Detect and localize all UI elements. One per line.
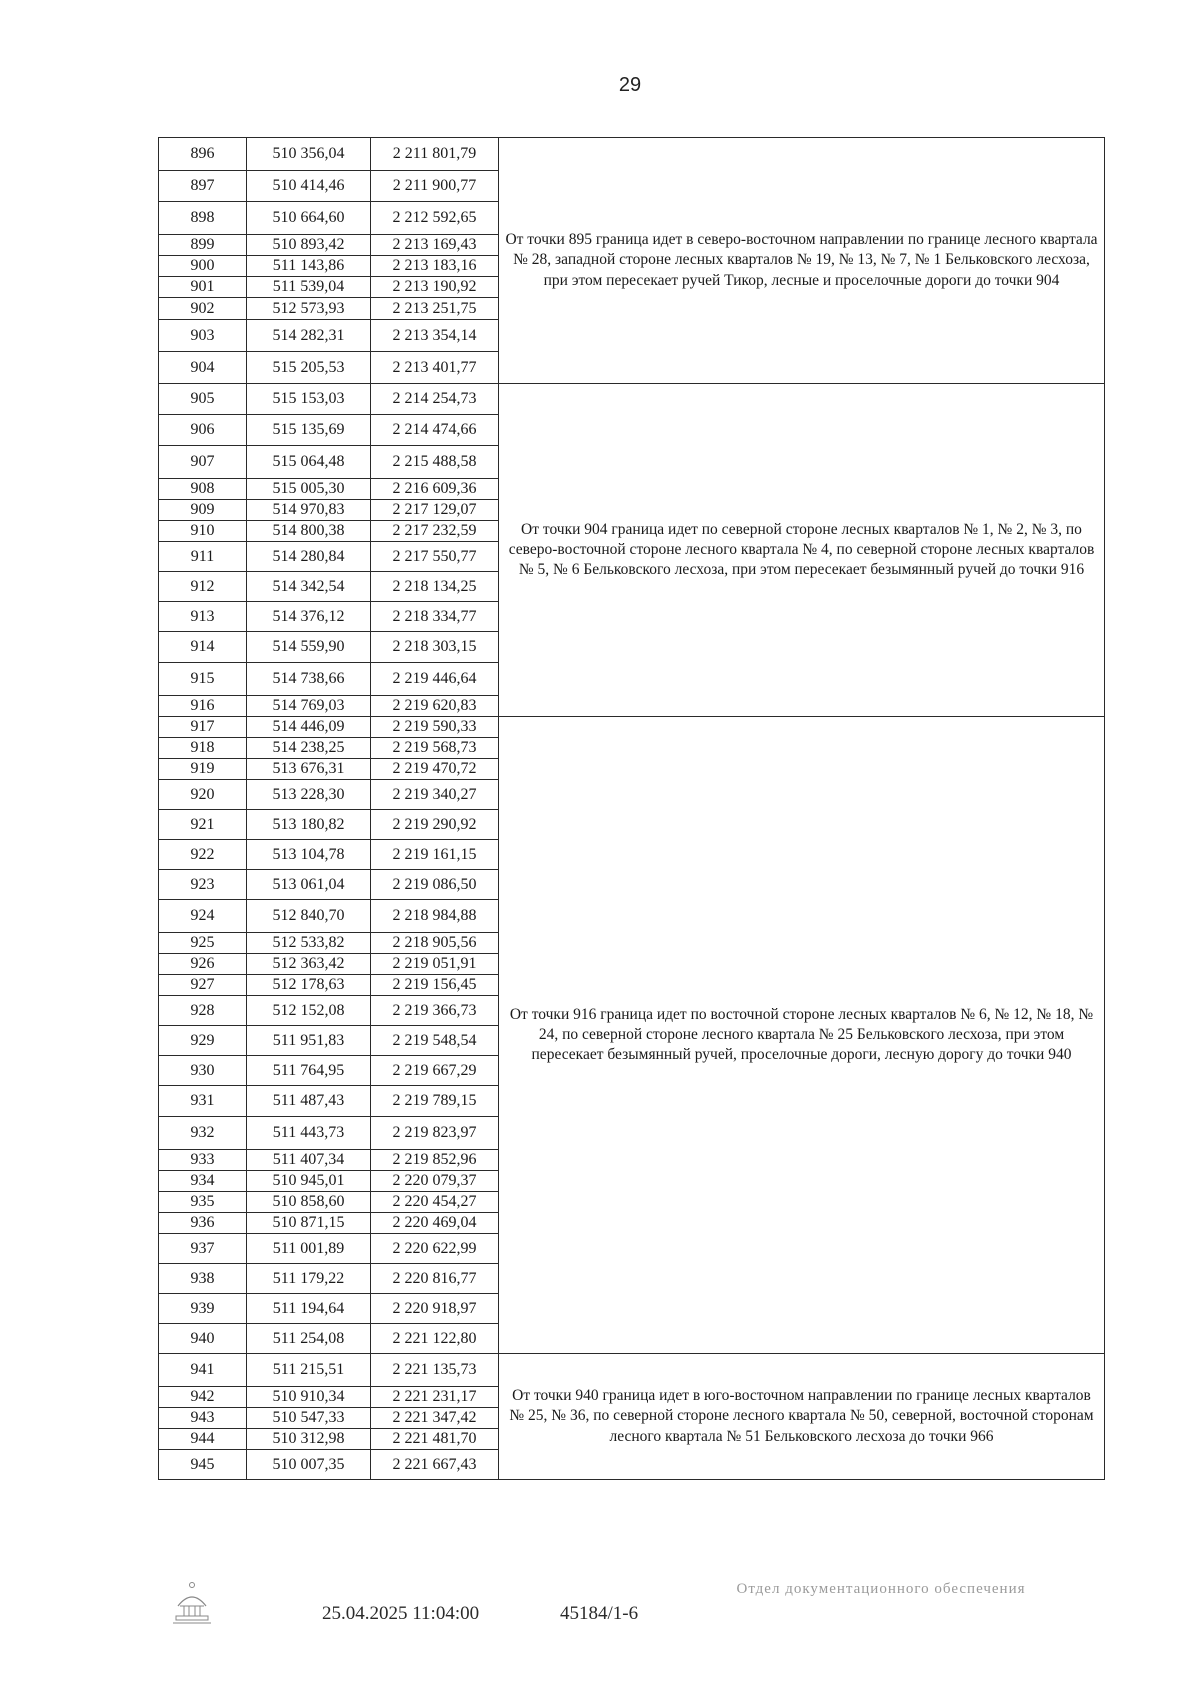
- point-number-cell: 924: [159, 900, 247, 933]
- y-coordinate-cell: 2 219 161,15: [371, 840, 499, 870]
- y-coordinate-cell: 2 219 051,91: [371, 954, 499, 975]
- y-coordinate-cell: 2 219 340,27: [371, 780, 499, 810]
- x-coordinate-cell: 510 007,35: [247, 1450, 371, 1480]
- x-coordinate-cell: 513 228,30: [247, 780, 371, 810]
- y-coordinate-cell: 2 214 254,73: [371, 384, 499, 415]
- page-number: 29: [618, 74, 642, 96]
- point-number-cell: 904: [159, 352, 247, 384]
- y-coordinate-cell: 2 216 609,36: [371, 479, 499, 500]
- x-coordinate-cell: 511 143,86: [247, 256, 371, 277]
- y-coordinate-cell: 2 221 231,17: [371, 1387, 499, 1408]
- x-coordinate-cell: 512 533,82: [247, 933, 371, 954]
- point-number-cell: 932: [159, 1117, 247, 1150]
- y-coordinate-cell: 2 212 592,65: [371, 202, 499, 235]
- x-coordinate-cell: 510 910,34: [247, 1387, 371, 1408]
- x-coordinate-cell: 515 005,30: [247, 479, 371, 500]
- point-number-cell: 928: [159, 996, 247, 1026]
- footer-doc-number: 45184/1-6: [560, 1603, 639, 1624]
- y-coordinate-cell: 2 219 470,72: [371, 759, 499, 780]
- point-number-cell: 936: [159, 1213, 247, 1234]
- x-coordinate-cell: 510 945,01: [247, 1171, 371, 1192]
- y-coordinate-cell: 2 213 183,16: [371, 256, 499, 277]
- point-number-cell: 911: [159, 542, 247, 572]
- point-number-cell: 896: [159, 138, 247, 171]
- point-number-cell: 900: [159, 256, 247, 277]
- y-coordinate-cell: 2 211 801,79: [371, 138, 499, 171]
- point-number-cell: 942: [159, 1387, 247, 1408]
- x-coordinate-cell: 512 152,08: [247, 996, 371, 1026]
- point-number-cell: 902: [159, 298, 247, 320]
- point-number-cell: 917: [159, 717, 247, 738]
- boundary-description-cell: От точки 916 граница идет по восточной стороне лесных кварталов № 6, № 12, № 18, № 24, по северной стороне лесного квартала № 25 Бельковского лесхоза, при этом пересекает безымянный ручей, проселочные дороги, лесную дорогу до точки 940: [499, 717, 1105, 1354]
- point-number-cell: 943: [159, 1408, 247, 1429]
- point-number-cell: 921: [159, 810, 247, 840]
- point-number-cell: 913: [159, 602, 247, 632]
- point-number-cell: 927: [159, 975, 247, 996]
- x-coordinate-cell: 514 970,83: [247, 500, 371, 521]
- y-coordinate-cell: 2 221 347,42: [371, 1408, 499, 1429]
- y-coordinate-cell: 2 220 816,77: [371, 1264, 499, 1294]
- x-coordinate-cell: 514 559,90: [247, 632, 371, 663]
- y-coordinate-cell: 2 218 134,25: [371, 572, 499, 602]
- point-number-cell: 918: [159, 738, 247, 759]
- y-coordinate-cell: 2 217 550,77: [371, 542, 499, 572]
- point-number-cell: 926: [159, 954, 247, 975]
- y-coordinate-cell: 2 219 446,64: [371, 663, 499, 696]
- x-coordinate-cell: 510 312,98: [247, 1429, 371, 1450]
- x-coordinate-cell: 512 178,63: [247, 975, 371, 996]
- y-coordinate-cell: 2 219 156,45: [371, 975, 499, 996]
- x-coordinate-cell: 511 443,73: [247, 1117, 371, 1150]
- point-number-cell: 915: [159, 663, 247, 696]
- y-coordinate-cell: 2 218 334,77: [371, 602, 499, 632]
- table-row: [159, 717, 1105, 738]
- y-coordinate-cell: 2 217 129,07: [371, 500, 499, 521]
- x-coordinate-cell: 511 951,83: [247, 1026, 371, 1056]
- point-number-cell: 922: [159, 840, 247, 870]
- point-number-cell: 910: [159, 521, 247, 542]
- y-coordinate-cell: 2 219 366,73: [371, 996, 499, 1026]
- table-row: [159, 1354, 1105, 1387]
- x-coordinate-cell: 510 858,60: [247, 1192, 371, 1213]
- y-coordinate-cell: 2 219 789,15: [371, 1086, 499, 1117]
- y-coordinate-cell: 2 218 303,15: [371, 632, 499, 663]
- point-number-cell: 905: [159, 384, 247, 415]
- y-coordinate-cell: 2 221 135,73: [371, 1354, 499, 1387]
- point-number-cell: 939: [159, 1294, 247, 1324]
- point-number-cell: 935: [159, 1192, 247, 1213]
- y-coordinate-cell: 2 217 232,59: [371, 521, 499, 542]
- x-coordinate-cell: 511 194,64: [247, 1294, 371, 1324]
- x-coordinate-cell: 515 153,03: [247, 384, 371, 415]
- point-number-cell: 914: [159, 632, 247, 663]
- y-coordinate-cell: 2 219 620,83: [371, 696, 499, 717]
- emblem-icon: [168, 1580, 216, 1626]
- y-coordinate-cell: 2 213 169,43: [371, 235, 499, 256]
- point-number-cell: 934: [159, 1171, 247, 1192]
- x-coordinate-cell: 512 363,42: [247, 954, 371, 975]
- point-number-cell: 937: [159, 1234, 247, 1264]
- x-coordinate-cell: 514 738,66: [247, 663, 371, 696]
- point-number-cell: 909: [159, 500, 247, 521]
- x-coordinate-cell: 510 871,15: [247, 1213, 371, 1234]
- x-coordinate-cell: 515 205,53: [247, 352, 371, 384]
- y-coordinate-cell: 2 218 984,88: [371, 900, 499, 933]
- x-coordinate-cell: 515 135,69: [247, 415, 371, 446]
- point-number-cell: 901: [159, 277, 247, 298]
- x-coordinate-cell: 514 238,25: [247, 738, 371, 759]
- point-number-cell: 941: [159, 1354, 247, 1387]
- x-coordinate-cell: 511 179,22: [247, 1264, 371, 1294]
- footer-department: Отдел документационного обеспечения: [736, 1581, 1026, 1597]
- x-coordinate-cell: 513 104,78: [247, 840, 371, 870]
- y-coordinate-cell: 2 218 905,56: [371, 933, 499, 954]
- y-coordinate-cell: 2 219 590,33: [371, 717, 499, 738]
- x-coordinate-cell: 510 893,42: [247, 235, 371, 256]
- point-number-cell: 907: [159, 446, 247, 479]
- point-number-cell: 898: [159, 202, 247, 235]
- y-coordinate-cell: 2 220 079,37: [371, 1171, 499, 1192]
- point-number-cell: 931: [159, 1086, 247, 1117]
- footer-date: 25.04.2025 11:04:00: [322, 1603, 480, 1624]
- y-coordinate-cell: 2 213 251,75: [371, 298, 499, 320]
- point-number-cell: 919: [159, 759, 247, 780]
- x-coordinate-cell: 512 573,93: [247, 298, 371, 320]
- x-coordinate-cell: 514 376,12: [247, 602, 371, 632]
- y-coordinate-cell: 2 219 568,73: [371, 738, 499, 759]
- y-coordinate-cell: 2 221 481,70: [371, 1429, 499, 1450]
- point-number-cell: 908: [159, 479, 247, 500]
- y-coordinate-cell: 2 219 823,97: [371, 1117, 499, 1150]
- x-coordinate-cell: 511 487,43: [247, 1086, 371, 1117]
- point-number-cell: 920: [159, 780, 247, 810]
- point-number-cell: 906: [159, 415, 247, 446]
- coordinates-table: [158, 137, 1105, 1480]
- x-coordinate-cell: 513 061,04: [247, 870, 371, 900]
- point-number-cell: 944: [159, 1429, 247, 1450]
- x-coordinate-cell: 514 342,54: [247, 572, 371, 602]
- y-coordinate-cell: 2 219 086,50: [371, 870, 499, 900]
- point-number-cell: 929: [159, 1026, 247, 1056]
- x-coordinate-cell: 513 676,31: [247, 759, 371, 780]
- x-coordinate-cell: 510 547,33: [247, 1408, 371, 1429]
- y-coordinate-cell: 2 213 401,77: [371, 352, 499, 384]
- y-coordinate-cell: 2 219 667,29: [371, 1056, 499, 1086]
- x-coordinate-cell: 511 254,08: [247, 1324, 371, 1354]
- x-coordinate-cell: 512 840,70: [247, 900, 371, 933]
- y-coordinate-cell: 2 219 852,96: [371, 1150, 499, 1171]
- boundary-description-cell: От точки 904 граница идет по северной стороне лесных кварталов № 1, № 2, № 3, по северо-восточной стороне лесного квартала № 4, по северной стороне лесных кварталов № 5, № 6 Бельковского лесхоза, при этом пересекает безымянный ручей до точки 916: [499, 384, 1105, 717]
- point-number-cell: 912: [159, 572, 247, 602]
- x-coordinate-cell: 514 282,31: [247, 320, 371, 352]
- x-coordinate-cell: 511 764,95: [247, 1056, 371, 1086]
- x-coordinate-cell: 514 800,38: [247, 521, 371, 542]
- x-coordinate-cell: 514 446,09: [247, 717, 371, 738]
- y-coordinate-cell: 2 219 290,92: [371, 810, 499, 840]
- table-row: [159, 384, 1105, 415]
- point-number-cell: 925: [159, 933, 247, 954]
- y-coordinate-cell: 2 211 900,77: [371, 171, 499, 202]
- x-coordinate-cell: 511 539,04: [247, 277, 371, 298]
- y-coordinate-cell: 2 220 918,97: [371, 1294, 499, 1324]
- y-coordinate-cell: 2 220 454,27: [371, 1192, 499, 1213]
- x-coordinate-cell: 510 664,60: [247, 202, 371, 235]
- x-coordinate-cell: 513 180,82: [247, 810, 371, 840]
- y-coordinate-cell: 2 215 488,58: [371, 446, 499, 479]
- y-coordinate-cell: 2 221 122,80: [371, 1324, 499, 1354]
- y-coordinate-cell: 2 213 190,92: [371, 277, 499, 298]
- y-coordinate-cell: 2 221 667,43: [371, 1450, 499, 1480]
- x-coordinate-cell: 514 280,84: [247, 542, 371, 572]
- x-coordinate-cell: 511 407,34: [247, 1150, 371, 1171]
- y-coordinate-cell: 2 219 548,54: [371, 1026, 499, 1056]
- point-number-cell: 897: [159, 171, 247, 202]
- point-number-cell: 930: [159, 1056, 247, 1086]
- x-coordinate-cell: 510 414,46: [247, 171, 371, 202]
- point-number-cell: 940: [159, 1324, 247, 1354]
- point-number-cell: 916: [159, 696, 247, 717]
- point-number-cell: 938: [159, 1264, 247, 1294]
- point-number-cell: 945: [159, 1450, 247, 1480]
- x-coordinate-cell: 511 001,89: [247, 1234, 371, 1264]
- y-coordinate-cell: 2 220 622,99: [371, 1234, 499, 1264]
- table-row: [159, 138, 1105, 171]
- y-coordinate-cell: 2 220 469,04: [371, 1213, 499, 1234]
- y-coordinate-cell: 2 214 474,66: [371, 415, 499, 446]
- boundary-description-cell: От точки 895 граница идет в северо-восточном направлении по границе лесного квартала № 28, западной стороне лесных кварталов № 19, № 13, № 7, № 1 Бельковского лесхоза, при этом пересекает ручей Тикор, лесные и проселочные дороги до точки 904: [499, 138, 1105, 384]
- point-number-cell: 933: [159, 1150, 247, 1171]
- y-coordinate-cell: 2 213 354,14: [371, 320, 499, 352]
- boundary-description-cell: От точки 940 граница идет в юго-восточном направлении по границе лесных кварталов № 25, № 36, по северной стороне лесного квартала № 50, северной, восточной сторонам лесного квартала № 51 Бельковского лесхоза до точки 966: [499, 1354, 1105, 1480]
- x-coordinate-cell: 511 215,51: [247, 1354, 371, 1387]
- x-coordinate-cell: 510 356,04: [247, 138, 371, 171]
- x-coordinate-cell: 515 064,48: [247, 446, 371, 479]
- point-number-cell: 903: [159, 320, 247, 352]
- point-number-cell: 923: [159, 870, 247, 900]
- x-coordinate-cell: 514 769,03: [247, 696, 371, 717]
- point-number-cell: 899: [159, 235, 247, 256]
